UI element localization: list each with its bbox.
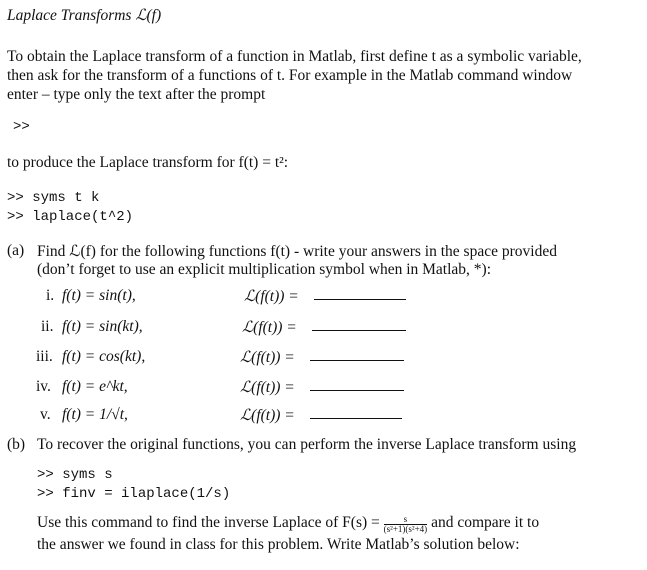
- part-b-line-1: To recover the original functions, you can perform the inverse Laplace transform using: [37, 436, 577, 453]
- part-a-label: (a): [7, 242, 25, 259]
- code-line-2: >> laplace(t^2): [7, 209, 134, 225]
- code-line-3: >> syms s: [37, 467, 113, 483]
- answer-blank[interactable]: [314, 287, 406, 300]
- page-title: Laplace Transforms ℒ(f): [7, 7, 162, 24]
- answer-blank[interactable]: [312, 318, 406, 331]
- produce-line: to produce the Laplace transform for f(t) = t²:: [7, 154, 289, 171]
- item-function: f(t) = sin(kt),: [62, 318, 143, 335]
- code-line-4: >> finv = ilaplace(1/s): [37, 486, 231, 502]
- part-b-line-2: the answer we found in class for this problem. Write Matlab’s solution below:: [37, 536, 520, 553]
- item-function: f(t) = e^kt,: [62, 378, 128, 395]
- item-laplace: ℒ(f(t)) =: [244, 288, 299, 305]
- use-text-post: and compare it to: [431, 514, 540, 531]
- matlab-prompt: >>: [13, 119, 30, 135]
- item-function: f(t) = 1/√t,: [62, 406, 128, 423]
- fraction-numerator: s: [384, 515, 428, 525]
- item-number: ii.: [41, 318, 54, 335]
- answer-blank[interactable]: [310, 406, 402, 419]
- code-line-1: >> syms t k: [7, 190, 100, 206]
- item-number: i.: [46, 287, 55, 304]
- part-b-use-line: [37, 514, 539, 534]
- item-laplace: ℒ(f(t)) =: [242, 319, 297, 336]
- part-a-line-2: (don’t forget to use an explicit multiplication symbol when in Matlab, *):: [37, 261, 492, 278]
- intro-line-2: then ask for the transform of a functions of t. For example in the Matlab command window: [7, 67, 573, 84]
- answer-blank[interactable]: [310, 378, 404, 391]
- fraction: [384, 515, 428, 534]
- item-laplace: ℒ(f(t)) =: [240, 407, 295, 424]
- item-number: iii.: [36, 348, 53, 365]
- use-text-pre: Use this command to find the inverse Laplace of F(s) =: [37, 514, 380, 531]
- item-laplace: ℒ(f(t)) =: [240, 349, 295, 366]
- fraction-denominator: (s²+1)(s²+4): [383, 523, 428, 534]
- item-number: v.: [40, 406, 51, 423]
- item-laplace: ℒ(f(t)) =: [240, 379, 295, 396]
- part-a-line-1: Find ℒ(f) for the following functions f(t) - write your answers in the space provided: [37, 243, 557, 260]
- item-function: f(t) = cos(kt),: [62, 348, 146, 365]
- intro-line-3: enter – type only the text after the prompt: [7, 86, 266, 103]
- item-function: f(t) = sin(t),: [62, 287, 136, 304]
- item-number: iv.: [36, 378, 51, 395]
- answer-blank[interactable]: [310, 348, 404, 361]
- intro-line-1: To obtain the Laplace transform of a function in Matlab, first define t as a symbolic variable,: [7, 48, 582, 65]
- part-b-label: (b): [7, 436, 26, 453]
